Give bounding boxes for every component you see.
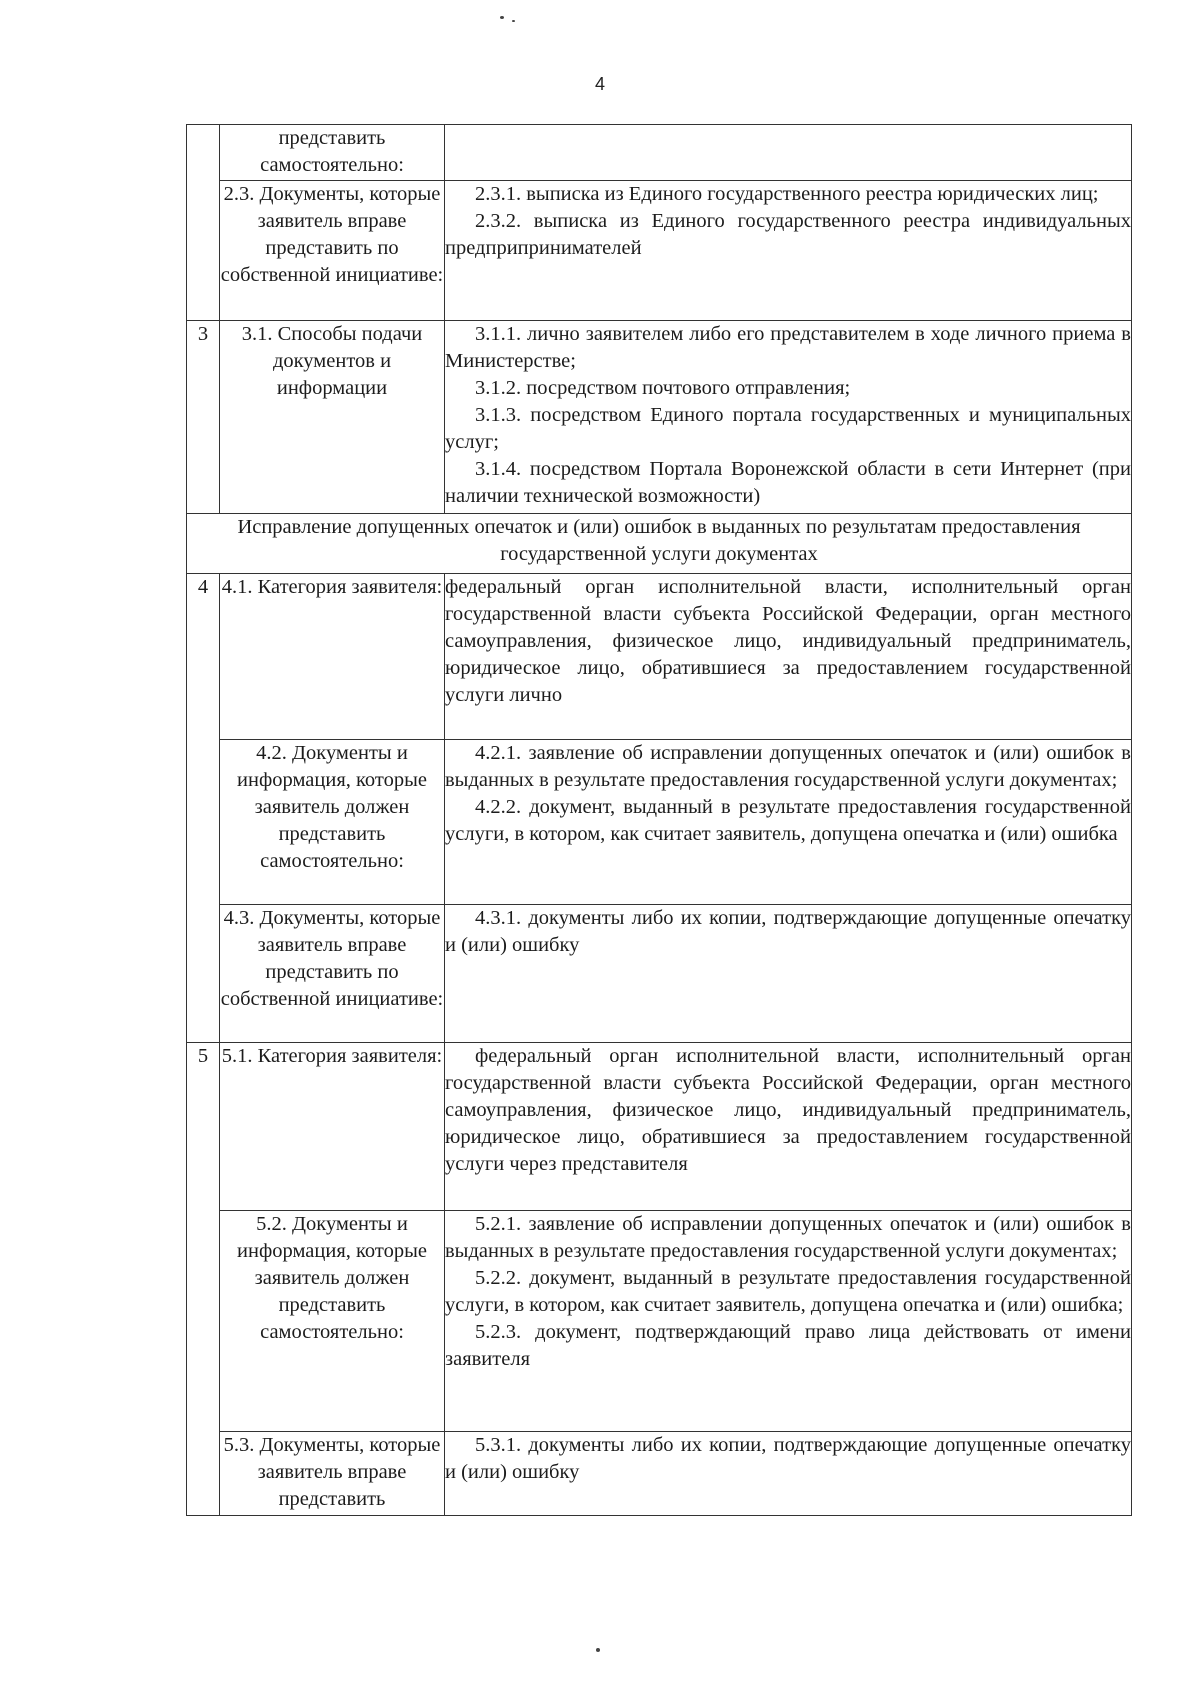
- content-item: 2.3.2. выписка из Единого государственного реестра индивидуальных предприпринимателей: [445, 210, 1131, 259]
- table-row: [187, 321, 1132, 514]
- content-item: федеральный орган исполнительной власти, исполнительный орган государственной власти субъекта Российской Федерации, орган местного самоуправления, физическое лицо, индивидуальный предприниматель, юридическое лицо, обратившиеся за предоставлением государственной услуги лично: [445, 576, 1131, 706]
- row-number: 4: [187, 574, 220, 740]
- content-item: 3.1.1. лично заявителем либо его представителем в ходе личного приема в Министерстве;: [445, 323, 1131, 372]
- content-item: 5.2.2. документ, выданный в результате предоставления государственной услуги, в котором, как считает заявитель, допущена опечатка и (или) ошибка;: [445, 1267, 1131, 1316]
- row-content: [445, 740, 1132, 905]
- scan-speck: [596, 1648, 600, 1652]
- content-item: федеральный орган исполнительной власти, исполнительный орган государственной власти субъекта Российской Федерации, орган местного самоуправления, физическое лицо, индивидуальный предприниматель, юридическое лицо, обратившиеся за предоставлением государственной услуги через представителя: [445, 1045, 1131, 1175]
- table-row: [187, 740, 1132, 905]
- table-row: [187, 1432, 1132, 1516]
- content-item: 3.1.3. посредством Единого портала государственных и муниципальных услуг;: [445, 404, 1131, 453]
- row-number: [187, 1432, 220, 1516]
- row-number: [187, 740, 220, 905]
- row-category: 2.3. Документы, которые заявитель вправе представить по собственной инициативе:: [220, 181, 445, 321]
- content-item: 4.2.1. заявление об исправлении допущенных опечаток и (или) ошибок в выданных в результате предоставления государственной услуги документах;: [445, 742, 1131, 791]
- row-category: представить самостоятельно:: [220, 125, 445, 181]
- content-item: 2.3.1. выписка из Единого государственного реестра юридических лиц;: [475, 183, 1099, 205]
- table-row: [187, 181, 1132, 321]
- row-number: 5: [187, 1043, 220, 1211]
- table-row: [187, 1211, 1132, 1432]
- content-item: 5.3.1. документы либо их копии, подтверждающие допущенные опечатку и (или) ошибку: [445, 1434, 1131, 1483]
- content-item: 4.3.1. документы либо их копии, подтверждающие допущенные опечатку и (или) ошибку: [445, 907, 1131, 956]
- content-item: 4.2.2. документ, выданный в результате предоставления государственной услуги, в котором, как считает заявитель, допущена опечатка и (или) ошибка: [445, 796, 1131, 845]
- content-item: 3.1.4. посредством Портала Воронежской области в сети Интернет (при наличии технической возможности): [445, 458, 1131, 507]
- row-number: [187, 1211, 220, 1432]
- row-content: [445, 1432, 1132, 1516]
- row-category: 4.2. Документы и информация, которые заявитель должен представить самостоятельно:: [220, 740, 445, 905]
- row-content: [445, 181, 1132, 321]
- row-number: [187, 905, 220, 1043]
- row-content: [445, 574, 1132, 740]
- section-row: [187, 514, 1132, 574]
- row-content: [445, 1211, 1132, 1432]
- table-row: [187, 1043, 1132, 1211]
- row-category: 5.2. Документы и информация, которые заявитель должен представить самостоятельно:: [220, 1211, 445, 1432]
- row-content: [445, 1043, 1132, 1211]
- row-category: 5.1. Категория заявителя:: [220, 1043, 445, 1211]
- row-number: [187, 181, 220, 321]
- scan-speck: [512, 20, 515, 22]
- table-row: [187, 125, 1132, 181]
- content-item: 3.1.2. посредством почтового отправления;: [475, 377, 851, 399]
- row-category: 5.3. Документы, которые заявитель вправе представить: [220, 1432, 445, 1516]
- content-item: 5.2.1. заявление об исправлении допущенных опечаток и (или) ошибок в выданных в результате предоставления государственной услуги документах;: [445, 1213, 1131, 1262]
- row-content: [445, 321, 1132, 514]
- content-item: 5.2.3. документ, подтверждающий право лица действовать от имени заявителя: [445, 1321, 1131, 1370]
- services-table: [186, 124, 1132, 1516]
- row-content: [445, 125, 1132, 181]
- row-category: 3.1. Способы подачи документов и информации: [220, 321, 445, 514]
- table-row: [187, 905, 1132, 1043]
- page-number: 4: [594, 74, 605, 94]
- section-title: Исправление допущенных опечаток и (или) ошибок в выданных по результатам предоставления государственной услуги документах: [187, 514, 1132, 574]
- row-number: 3: [187, 321, 220, 514]
- row-category: 4.1. Категория заявителя:: [220, 574, 445, 740]
- row-category: 4.3. Документы, которые заявитель вправе представить по собственной инициативе:: [220, 905, 445, 1043]
- table-row: [187, 574, 1132, 740]
- row-number: [187, 125, 220, 181]
- scan-speck: [500, 16, 504, 19]
- row-content: [445, 905, 1132, 1043]
